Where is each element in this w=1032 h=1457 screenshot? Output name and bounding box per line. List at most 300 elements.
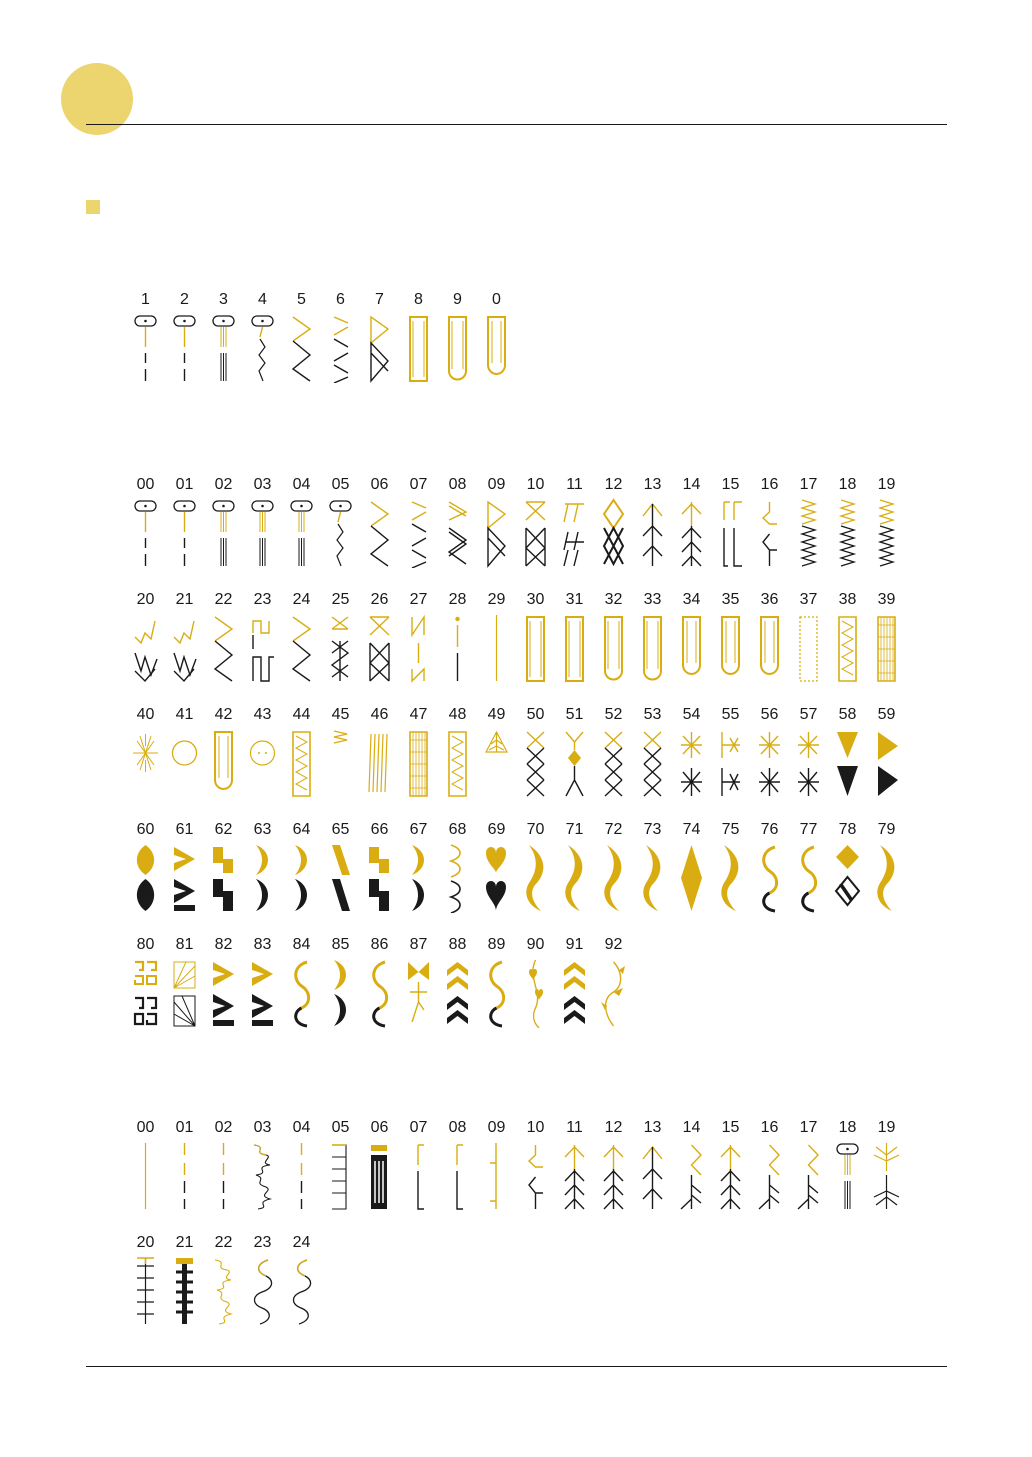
stitch-cell (477, 821, 516, 931)
zigzag-tri-icon (365, 313, 394, 383)
stitch-number: 34 (682, 591, 701, 608)
stitch-number: 10 (526, 1119, 545, 1136)
blanket-side-icon (404, 1141, 433, 1211)
satin-diamond-icon (833, 843, 862, 913)
stitch-number: 10 (526, 476, 545, 493)
stitch-cell (750, 1119, 789, 1229)
stitch-number: 0 (492, 291, 501, 308)
stitch-cell (594, 821, 633, 931)
stitch-number: 41 (175, 706, 194, 723)
stitch-number: 89 (487, 936, 506, 953)
stitch-cell (828, 821, 867, 931)
hook-icon (521, 1141, 550, 1211)
stitch-cell (438, 1119, 477, 1229)
stitch-number: 6 (336, 291, 345, 308)
stitch-cell (399, 821, 438, 931)
stitch-cell (399, 706, 438, 816)
straight-bar-icon (170, 313, 199, 383)
stitch-cell (633, 476, 672, 586)
buttonhole-key-icon (677, 613, 706, 683)
stitch-cell (711, 1119, 750, 1229)
stitch-number: 29 (487, 591, 506, 608)
star-x-icon (677, 728, 706, 798)
stitch-cell (360, 591, 399, 701)
stitch-cell (711, 591, 750, 701)
stitch-number: 36 (760, 591, 779, 608)
stitch-cell (867, 821, 906, 931)
zigzag-dash-icon (326, 313, 355, 383)
stitch-number: 91 (565, 936, 584, 953)
stitch-number: 13 (643, 1119, 662, 1136)
stitch-cell (321, 476, 360, 586)
stitch-cell (867, 591, 906, 701)
stitch-number: 03 (253, 1119, 272, 1136)
satin-v-icon (248, 958, 277, 1028)
zigzag-icon (365, 498, 394, 568)
straight-bar-icon (131, 498, 160, 568)
stitch-cell (477, 291, 516, 401)
s-curve-icon (365, 958, 394, 1028)
arrow-chain-icon (638, 1141, 667, 1211)
stitch-number: 25 (331, 591, 350, 608)
satin-moon-icon (287, 843, 316, 913)
stitch-number: 81 (175, 936, 194, 953)
stitch-cell (672, 591, 711, 701)
stitch-cell (477, 1119, 516, 1229)
dense-zigzag-icon (833, 498, 862, 568)
stitch-cell (204, 476, 243, 586)
stitch-cell (555, 591, 594, 701)
blanket-icon (326, 1141, 355, 1211)
stitch-number: 22 (214, 591, 233, 608)
stitch-number: 1 (141, 291, 150, 308)
slant-ladder-icon (560, 498, 589, 568)
stitch-cell (360, 706, 399, 816)
greek-key-icon (131, 958, 160, 1028)
stitch-cell (789, 1119, 828, 1229)
stitch-number: 26 (370, 591, 389, 608)
stitch-cell (360, 821, 399, 931)
stitch-cell (594, 936, 633, 1046)
lightning-bar-icon (248, 313, 277, 383)
satin-block-icon (365, 843, 394, 913)
satin-heart-icon (482, 843, 511, 913)
stitch-number: 14 (682, 476, 701, 493)
stitch-number: 82 (214, 936, 233, 953)
stitch-number: 3 (219, 291, 228, 308)
zigzag-rect-icon (833, 613, 862, 683)
stitch-cell (204, 591, 243, 701)
stitch-number: 59 (877, 706, 896, 723)
butterfly-icon (404, 958, 433, 1028)
buttonhole-round-icon (599, 613, 628, 683)
stitch-cell (360, 476, 399, 586)
stitch-number: 20 (136, 591, 155, 608)
buttonhole-key-icon (755, 613, 784, 683)
stipple-icon (248, 1141, 277, 1211)
stitch-cell (321, 291, 360, 401)
lightning-bar-icon (326, 498, 355, 568)
stitch-number: 35 (721, 591, 740, 608)
stitch-cell (750, 706, 789, 816)
header-rule (86, 124, 947, 125)
feather-icon (716, 1141, 745, 1211)
chevron-stack-icon (560, 958, 589, 1028)
stitch-cell (594, 591, 633, 701)
stitch-number: 14 (682, 1119, 701, 1136)
vine-icon (599, 958, 628, 1028)
hook-icon (755, 498, 784, 568)
stitch-cell (243, 706, 282, 816)
stitch-number: 27 (409, 591, 428, 608)
stitch-cell (360, 936, 399, 1046)
stitch-number: 38 (838, 591, 857, 608)
stitch-number: 83 (253, 936, 272, 953)
stitch-number: 51 (565, 706, 584, 723)
stitch-cell (438, 476, 477, 586)
satin-moon-icon (248, 843, 277, 913)
satin-moon-icon (326, 958, 355, 1028)
stitch-cell (321, 591, 360, 701)
dot-line-icon (443, 613, 472, 683)
straight-bar-plain-icon (287, 1141, 316, 1211)
stitch-cell (867, 476, 906, 586)
stitch-number: 06 (370, 476, 389, 493)
stitch-cell (828, 706, 867, 816)
stitch-number: 61 (175, 821, 194, 838)
stitch-number: 72 (604, 821, 623, 838)
stitch-number: 42 (214, 706, 233, 723)
stitch-number: 24 (292, 1234, 311, 1251)
stitch-cell (789, 706, 828, 816)
fan-box-icon (170, 958, 199, 1028)
stitch-number: 63 (253, 821, 272, 838)
satin-moon-icon (404, 843, 433, 913)
stitch-cell (360, 291, 399, 401)
stitch-number: 44 (292, 706, 311, 723)
stitch-cell (360, 1119, 399, 1229)
mesh-rect-icon (404, 728, 433, 798)
stitch-number: 07 (409, 476, 428, 493)
stitch-cell (399, 291, 438, 401)
footer-rule (86, 1366, 947, 1367)
side-x-icon (716, 728, 745, 798)
stitch-cell (282, 476, 321, 586)
stitch-cell (165, 1119, 204, 1229)
stitch-number: 37 (799, 591, 818, 608)
zigzag-wave-icon (131, 613, 160, 683)
stitch-cell (399, 476, 438, 586)
n-stitch-icon (404, 613, 433, 683)
stitch-cell (633, 591, 672, 701)
triple-bar-icon (248, 498, 277, 568)
buttonhole-key-icon (716, 613, 745, 683)
stitch-number: 8 (414, 291, 423, 308)
stitch-cell (165, 821, 204, 931)
stitch-cell (282, 1119, 321, 1229)
stitch-cell (126, 1119, 165, 1229)
zigzag-icon (209, 613, 238, 683)
stitch-cell (204, 936, 243, 1046)
stitch-number: 2 (180, 291, 189, 308)
stitch-number: 30 (526, 591, 545, 608)
ladder-bold-icon (170, 1256, 199, 1326)
stitch-number: 92 (604, 936, 623, 953)
stitch-cell (204, 1119, 243, 1229)
stitch-number: 80 (136, 936, 155, 953)
satin-v-icon (209, 958, 238, 1028)
stitch-number: 08 (448, 476, 467, 493)
stitch-number: 46 (370, 706, 389, 723)
stitch-cell (282, 1234, 321, 1344)
stitch-cell (282, 291, 321, 401)
stitch-cell (555, 1119, 594, 1229)
stitch-number: 87 (409, 936, 428, 953)
stitch-cell (633, 1119, 672, 1229)
stitch-cell (165, 476, 204, 586)
buttonhole-rect-icon (404, 313, 433, 383)
stitch-number: 23 (253, 591, 272, 608)
stitch-cell (789, 821, 828, 931)
stitch-cell (477, 591, 516, 701)
stitch-number: 02 (214, 1119, 233, 1136)
stitch-number: 18 (838, 1119, 857, 1136)
stitch-cell (126, 291, 165, 401)
stitch-cell (438, 821, 477, 931)
stitch-number: 09 (487, 1119, 506, 1136)
button-sew-icon (248, 728, 277, 798)
stitch-number: 05 (331, 476, 350, 493)
wave-gold-icon (599, 843, 628, 913)
stitch-cell (126, 1234, 165, 1344)
scallop-icon (443, 843, 472, 913)
stitch-cell (438, 591, 477, 701)
stitch-cell (828, 591, 867, 701)
stitch-cell (867, 706, 906, 816)
stitch-cell (126, 821, 165, 931)
stitch-cell (555, 821, 594, 931)
stitch-number: 00 (136, 1119, 155, 1136)
diamond-gold-icon (677, 843, 706, 913)
stitch-number: 62 (214, 821, 233, 838)
circle-outline-icon (170, 728, 199, 798)
stitch-number: 53 (643, 706, 662, 723)
feather-side-icon (794, 1141, 823, 1211)
wave-line-icon (248, 1256, 277, 1326)
stitch-number: 09 (487, 476, 506, 493)
x-chain-icon (638, 728, 667, 798)
stitch-cell (165, 591, 204, 701)
stitch-cell (516, 1119, 555, 1229)
straight-bar-plain-icon (209, 1141, 238, 1211)
stitch-cell (867, 1119, 906, 1229)
x-chain-icon (599, 728, 628, 798)
stitch-number: 16 (760, 476, 779, 493)
x-diamond-icon (560, 728, 589, 798)
cross-box-icon (365, 613, 394, 683)
s-curve-icon (755, 843, 784, 913)
stitch-number: 13 (643, 476, 662, 493)
dotted-rect-icon (794, 613, 823, 683)
straight-bar-plain-icon (170, 1141, 199, 1211)
buttonhole-round-icon (443, 313, 472, 383)
stitch-number: 19 (877, 1119, 896, 1136)
stitch-number: 66 (370, 821, 389, 838)
stitch-cell (672, 706, 711, 816)
wave-gold-icon (638, 843, 667, 913)
stitch-number: 08 (448, 1119, 467, 1136)
triple-bar-icon (209, 313, 238, 383)
section-marker (86, 200, 100, 214)
stitch-cell (750, 821, 789, 931)
stitch-cell (477, 476, 516, 586)
wave-gold-icon (716, 843, 745, 913)
single-line-icon (482, 613, 511, 683)
stitch-cell (399, 591, 438, 701)
stitch-cell (750, 476, 789, 586)
stitch-cell (282, 591, 321, 701)
stitch-number: 75 (721, 821, 740, 838)
stitch-number: 55 (721, 706, 740, 723)
stitch-number: 79 (877, 821, 896, 838)
stitch-number: 90 (526, 936, 545, 953)
blanket-bold-icon (365, 1141, 394, 1211)
feather-side-icon (755, 1141, 784, 1211)
stitch-number: 17 (799, 476, 818, 493)
stitch-number: 03 (253, 476, 272, 493)
stitch-cell (399, 1119, 438, 1229)
straight-bar-icon (131, 313, 160, 383)
stitch-cell (516, 821, 555, 931)
stitch-number: 56 (760, 706, 779, 723)
stitch-number: 24 (292, 591, 311, 608)
wave-gold-icon (521, 843, 550, 913)
cross-box-icon (521, 498, 550, 568)
buttonhole-round-icon (638, 613, 667, 683)
blanket-step-icon (482, 1141, 511, 1211)
leaf-icon (482, 728, 511, 798)
stitch-number: 78 (838, 821, 857, 838)
stitch-number: 19 (877, 476, 896, 493)
stitch-cell (204, 1234, 243, 1344)
zigzag-tri-icon (482, 498, 511, 568)
stitch-number: 11 (566, 476, 583, 493)
stitch-number: 21 (175, 591, 194, 608)
stitch-cell (711, 476, 750, 586)
stitch-number: 04 (292, 476, 311, 493)
triangle-down-icon (833, 728, 862, 798)
wave-gold-icon (872, 843, 901, 913)
chevron-stack-icon (443, 958, 472, 1028)
stitch-number: 77 (799, 821, 818, 838)
stitch-cell (555, 706, 594, 816)
stitch-cell (672, 821, 711, 931)
stitch-cell (165, 936, 204, 1046)
stitch-number: 70 (526, 821, 545, 838)
feather-side-icon (677, 1141, 706, 1211)
stitch-number: 31 (565, 591, 584, 608)
stitch-number: 54 (682, 706, 701, 723)
stitch-number: 11 (566, 1119, 583, 1136)
stitch-cell (165, 1234, 204, 1344)
stitch-cell (126, 706, 165, 816)
stitch-cell (516, 476, 555, 586)
stitch-cell (282, 706, 321, 816)
satin-slant-icon (326, 843, 355, 913)
stitch-number: 01 (175, 476, 194, 493)
stitch-number: 16 (760, 1119, 779, 1136)
stitch-number: 60 (136, 821, 155, 838)
stitch-number: 39 (877, 591, 896, 608)
stitch-number: 58 (838, 706, 857, 723)
stitch-number: 68 (448, 821, 467, 838)
stitch-number: 18 (838, 476, 857, 493)
zigzag-dash-icon (404, 498, 433, 568)
stitch-number: 12 (604, 1119, 623, 1136)
stitch-number: 67 (409, 821, 428, 838)
stitch-number: 28 (448, 591, 467, 608)
stitch-cell (711, 706, 750, 816)
stitch-cell (438, 291, 477, 401)
stitch-number: 9 (453, 291, 462, 308)
stitch-cell (633, 706, 672, 816)
stitch-number: 32 (604, 591, 623, 608)
stitch-number: 88 (448, 936, 467, 953)
stitch-cell (555, 476, 594, 586)
mesh-rect-icon (872, 613, 901, 683)
stitch-number: 05 (331, 1119, 350, 1136)
stitch-cell (594, 476, 633, 586)
stitch-number: 5 (297, 291, 306, 308)
stitch-number: 69 (487, 821, 506, 838)
stitch-number: 74 (682, 821, 701, 838)
stitch-number: 47 (409, 706, 428, 723)
stitch-number: 01 (175, 1119, 194, 1136)
dense-zigzag-icon (794, 498, 823, 568)
straight-bar-icon (170, 498, 199, 568)
stitch-number: 73 (643, 821, 662, 838)
stitch-number: 84 (292, 936, 311, 953)
stitch-cell (243, 1234, 282, 1344)
buttonhole-key-icon (209, 728, 238, 798)
feather-icon (599, 1141, 628, 1211)
stitch-number: 20 (136, 1234, 155, 1251)
stitch-cell (633, 821, 672, 931)
wave-line-icon (287, 1256, 316, 1326)
single-line-icon (131, 1141, 160, 1211)
stitch-cell (516, 706, 555, 816)
triple-bar-icon (209, 498, 238, 568)
stitch-cell (321, 821, 360, 931)
step-icon (716, 498, 745, 568)
stitch-cell (438, 936, 477, 1046)
stitch-cell (555, 936, 594, 1046)
stitch-number: 07 (409, 1119, 428, 1136)
diamond-chain-icon (599, 498, 628, 568)
buttonhole-key-icon (482, 313, 511, 383)
zigzag-icon (287, 613, 316, 683)
s-curve-icon (482, 958, 511, 1028)
stitch-number: 76 (760, 821, 779, 838)
stitch-cell (282, 821, 321, 931)
stitch-cell (477, 936, 516, 1046)
stitch-cell (282, 936, 321, 1046)
stitch-cell (243, 476, 282, 586)
stitch-cell (516, 591, 555, 701)
x-chain-icon (521, 728, 550, 798)
zigzag-icon (287, 313, 316, 383)
stitch-cell (243, 291, 282, 401)
